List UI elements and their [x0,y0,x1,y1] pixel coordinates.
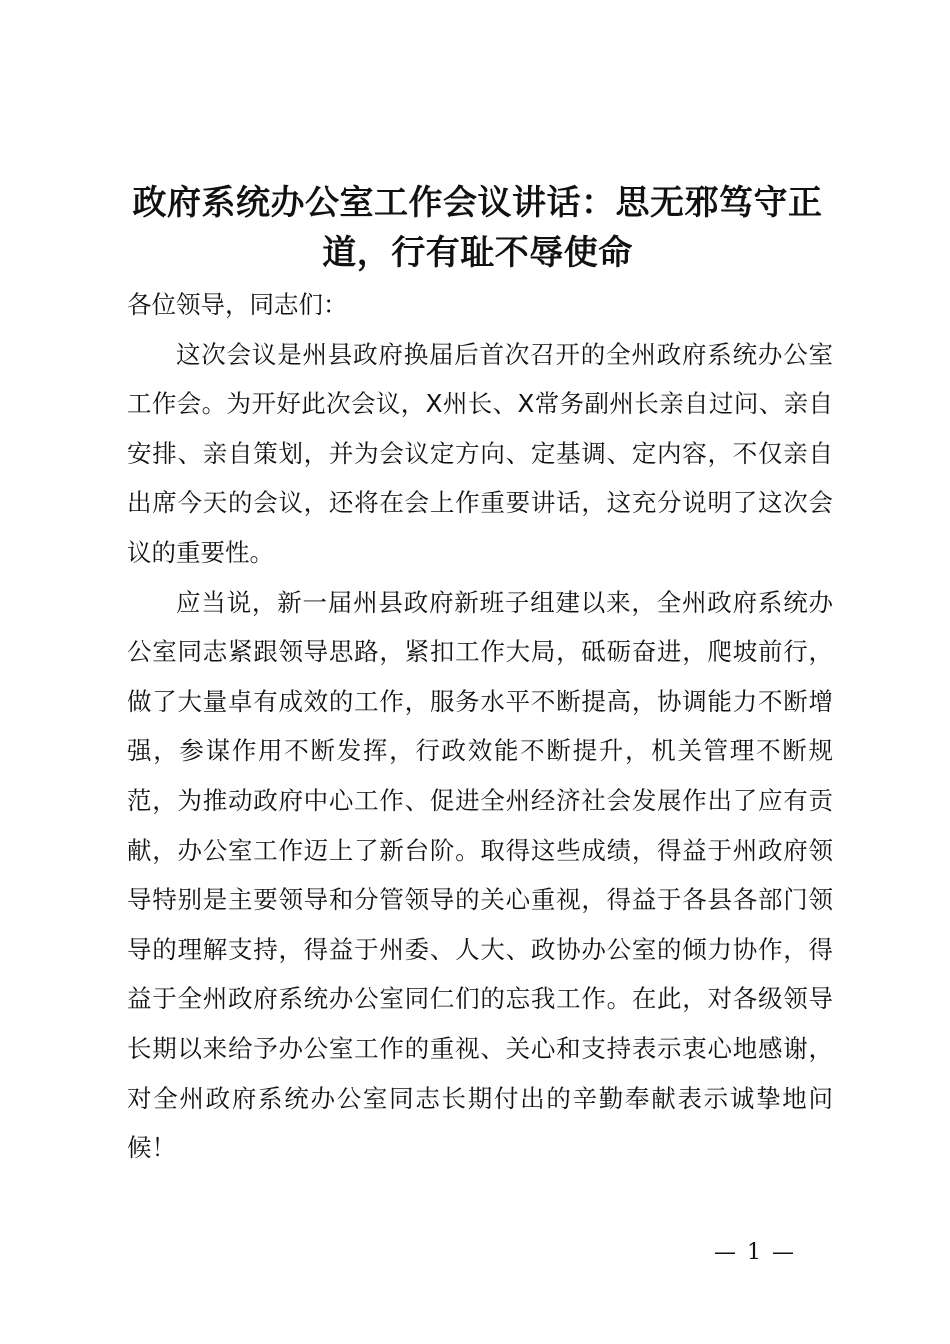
salutation: 各位领导，同志们： [127,290,348,319]
document-body [127,280,833,1173]
paragraph-2: 应当说，新一届州县政府新班子组建以来，全州政府系统办公室同志紧跟领导思路，紧扣工作大局，砥砺奋进，爬坡前行，做了大量卓有成效的工作，服务水平不断提高，协调能力不断增强，参谋作用不断发挥，行政效能不断提升，机关管理不断规范，为推动政府中心工作、促进全州经济社会发展作出了应有贡献，办公室工作迈上了新台阶。取得这些成绩，得益于州政府领导特别是主要领导和分管领导的关心重视，得益于各县各部门领导的理解支持，得益于州委、人大、政协办公室的倾力协作，得益于全州政府系统办公室同仁们的忘我工作。在此，对各级领导长期以来给予办公室工作的重视、关心和支持表示衷心地感谢，对全州政府系统办公室同志长期付出的辛勤奉献表示诚挚地问候！ [127,587,833,1163]
page-number: — 1 — [714,1240,796,1265]
paragraph-1: 这次会议是州县政府换届后首次召开的全州政府系统办公室工作会。为开好此次会议，X州长、X常务副州长亲自过问、亲自安排、亲自策划，并为会议定方向、定基调、定内容，不仅亲自出席今天的会议，还将在会上作重要讲话，这充分说明了这次会议的重要性。 [127,339,833,567]
document-title: 政府系统办公室工作会议讲话：思无邪笃守正道，行有耻不辱使命 [132,183,823,273]
